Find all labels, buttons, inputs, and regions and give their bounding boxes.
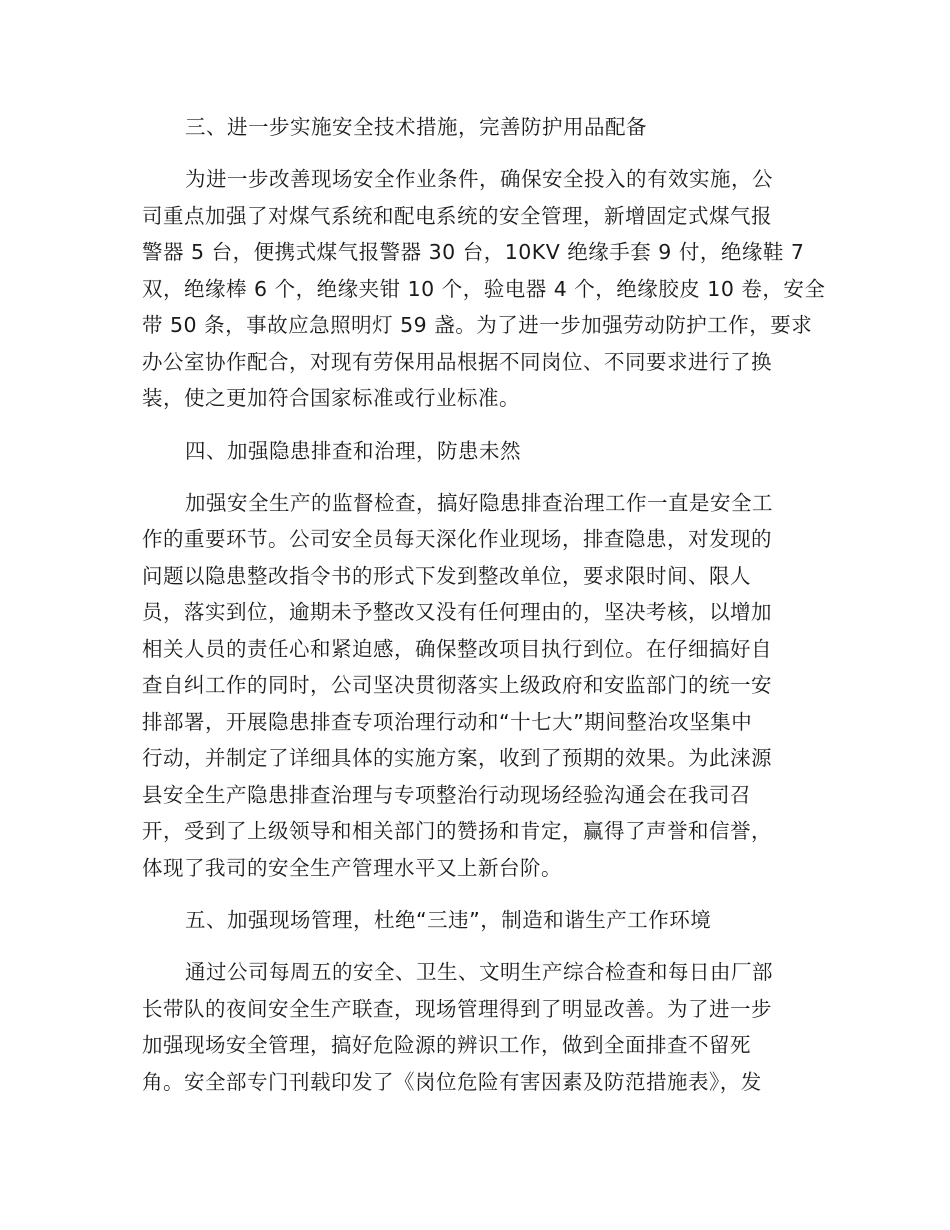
paragraph-line: 办公室协作配合，对现有劳保用品根据不同岗位、不同要求进行了换 <box>142 349 772 374</box>
paragraph-line: 为进一步改善现场安全作业条件，确保安全投入的有效实施，公 <box>185 167 773 191</box>
paragraph-line: 警器 5 台，便携式煤气报警器 30 台，10KV 绝缘手套 9 付，绝缘鞋 7 <box>142 240 805 264</box>
paragraph-line: 县安全生产隐患排查治理与专项整治行动现场经验沟通会在我司召 <box>142 782 751 807</box>
paragraph-line: 作的重要环节。公司安全员每天深化作业现场，排查隐患，对发现的 <box>142 527 772 551</box>
paragraph-line: 相关人员的责任心和紧迫感，确保整改项目执行到位。在仔细搞好自 <box>142 636 772 661</box>
paragraph-line: 开，受到了上级领导和相关部门的赞扬和肯定，赢得了声誉和信誉， <box>142 819 772 843</box>
paragraph-line: 行动，并制定了详细具体的实施方案，收到了预期的效果。为此涞源 <box>142 746 772 770</box>
section-heading-3: 三、进一步实施安全技术措施，完善防护用品配备 <box>185 115 647 139</box>
section-heading-4: 四、加强隐患排查和治理，防患未然 <box>185 438 521 463</box>
paragraph-line: 体现了我司的安全生产管理水平又上新台阶。 <box>142 855 562 880</box>
section-heading-5: 五、加强现场管理，杜绝“三违”，制造和谐生产工作环境 <box>185 908 712 932</box>
paragraph-line: 排部署，开展隐患排查专项治理行动和“十七大”期间整治攻坚集中 <box>142 709 753 734</box>
paragraph-line: 带 50 条，事故应急照明灯 59 盏。为了进一步加强劳动防护工作，要求 <box>142 313 813 337</box>
paragraph-line: 问题以隐患整改指令书的形式下发到整改单位，要求限时间、限人 <box>142 563 751 588</box>
paragraph-line: 查自纠工作的同时，公司坚决贯彻落实上级政府和安监部门的统一安 <box>142 673 772 697</box>
paragraph-line: 加强现场安全管理，搞好危险源的辨识工作，做到全面排查不留死 <box>142 1033 751 1057</box>
paragraph-line: 通过公司每周五的安全、卫生、文明生产综合检查和每日由厂部 <box>185 960 773 984</box>
paragraph-line: 司重点加强了对煤气系统和配电系统的安全管理，新增固定式煤气报 <box>142 203 772 228</box>
paragraph-line: 长带队的夜间安全生产联查，现场管理得到了明显改善。为了进一步 <box>142 996 772 1021</box>
paragraph-line: 员，落实到位，逾期未予整改又没有任何理由的，坚决考核，以增加 <box>142 600 772 624</box>
paragraph-line: 角。安全部专门刊载印发了《岗位危险有害因素及防范措施表》，发 <box>142 1069 762 1094</box>
paragraph-line: 装，使之更加符合国家标准或行业标准。 <box>142 386 520 410</box>
paragraph-line: 加强安全生产的监督检查，搞好隐患排查治理工作一直是安全工 <box>185 490 773 515</box>
paragraph-line: 双，绝缘棒 6 个，绝缘夹钳 10 个，验电器 4 个，绝缘胶皮 10 卷，安全 <box>142 276 826 301</box>
document-body <box>142 108 826 1100</box>
